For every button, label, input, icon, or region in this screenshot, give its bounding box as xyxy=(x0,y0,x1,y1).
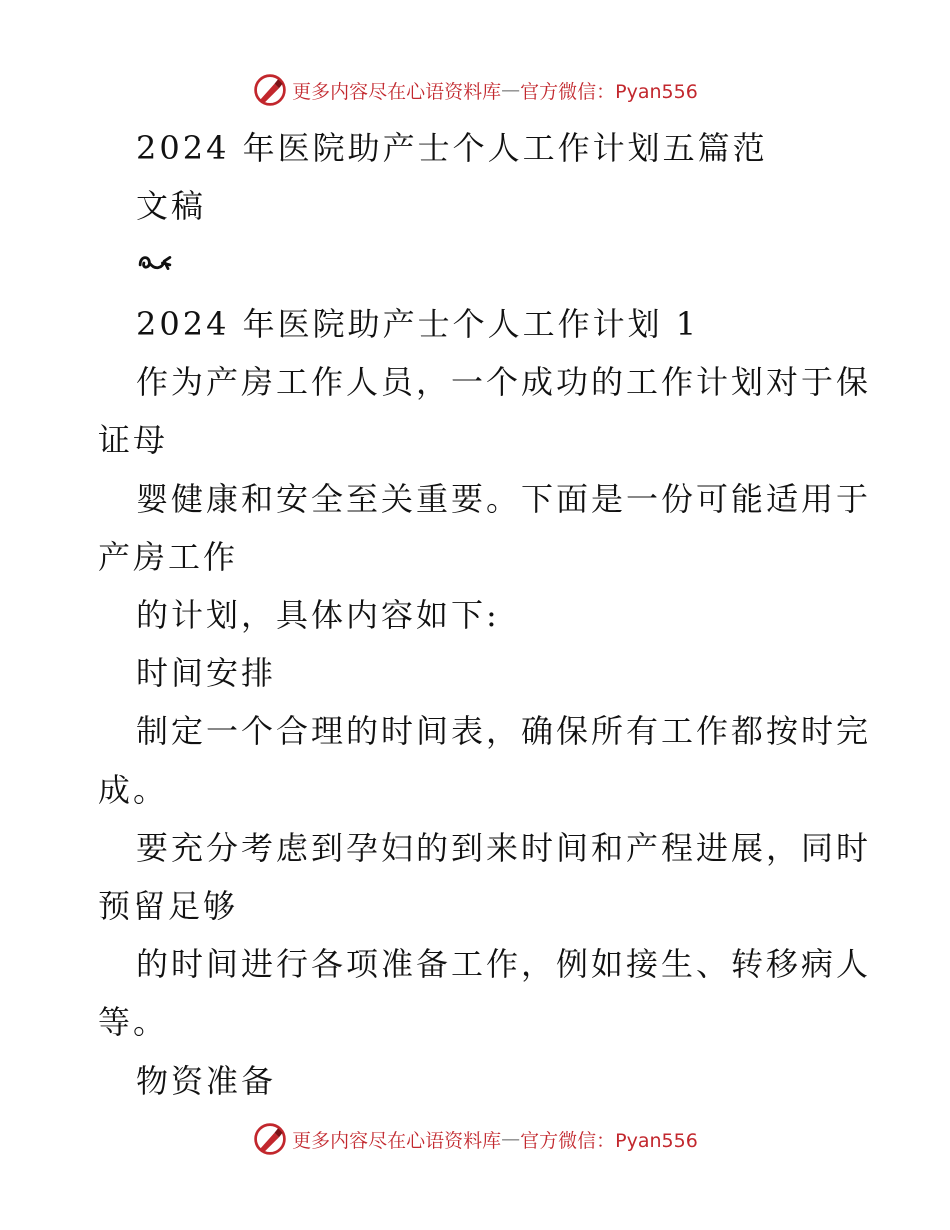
paragraph-line: 的时间进行各项准备工作，例如接生、转移病人 xyxy=(136,945,872,983)
paragraph-line: 的计划，具体内容如下: xyxy=(136,596,500,634)
paragraph-line: 作为产房工作人员，一个成功的工作计划对于保 xyxy=(136,363,872,401)
subheading-supplies: 物资准备 xyxy=(136,1062,277,1100)
document-title-line1: 2024 年医院助产士个人工作计划五篇范 xyxy=(136,129,768,167)
banner-text: 更多内容尽在心语资料库 xyxy=(292,80,502,103)
banner-wechat: 官方微信：Pyan556 xyxy=(520,80,698,103)
subheading-time-arrangement: 时间安排 xyxy=(136,654,277,692)
decorative-flourish-icon xyxy=(136,250,174,276)
section-heading: 2024 年医院助产士个人工作计划 1 xyxy=(136,305,700,343)
paragraph-line: 产房工作 xyxy=(98,538,239,576)
document-title-line2: 文稿 xyxy=(136,187,207,225)
banner-wechat: 官方微信：Pyan556 xyxy=(520,1129,698,1152)
banner-text: 更多内容尽在心语资料库 xyxy=(292,1129,502,1152)
pen-logo-icon xyxy=(252,72,288,108)
banner-separator: — xyxy=(501,79,521,101)
paragraph-line: 等。 xyxy=(98,1003,169,1041)
paragraph-line: 预留足够 xyxy=(98,887,239,925)
header-banner xyxy=(0,70,950,110)
paragraph-line: 证母 xyxy=(98,421,169,459)
paragraph-line: 成。 xyxy=(98,771,169,809)
paragraph-line: 制定一个合理的时间表，确保所有工作都按时完 xyxy=(136,712,872,750)
pen-logo-icon xyxy=(252,1121,288,1157)
banner-separator: — xyxy=(501,1128,521,1150)
footer-banner xyxy=(0,1119,950,1159)
paragraph-line: 婴健康和安全至关重要。下面是一份可能适用于 xyxy=(136,480,872,518)
paragraph-line: 要充分考虑到孕妇的到来时间和产程进展，同时 xyxy=(136,829,872,867)
